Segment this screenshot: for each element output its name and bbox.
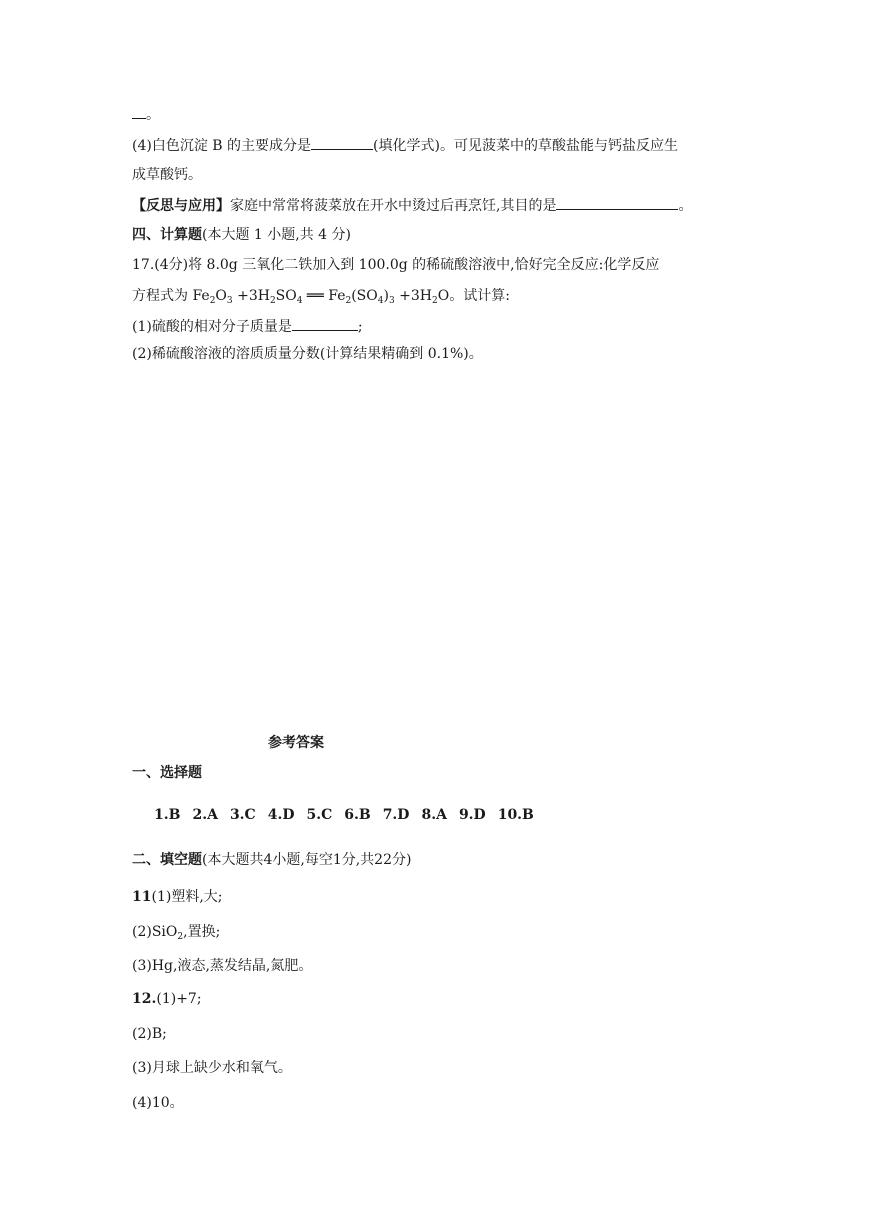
choice-answer: 5.C — [306, 807, 333, 823]
reflection-application: 【反思与应用】家庭中常常将菠菜放在开水中烫过后再烹饪,其目的是 。 — [132, 195, 692, 216]
section4-heading — [132, 225, 351, 245]
choice-answers — [154, 805, 546, 825]
q17-sub1: (1)硫酸的相对分子质量是 ; — [132, 316, 363, 337]
answer-11-line3: (3)Hg,液态,蒸发结晶,氮肥。 — [132, 958, 313, 974]
q16-part4: (4)白色沉淀 B 的主要成分是 (填化学式)。可见菠菜中的草酸盐能与钙盐反应生 — [132, 135, 678, 156]
answer-11-line2: (2)SiO$_2$,置换; — [132, 924, 221, 942]
choice-answer: 6.B — [344, 807, 371, 823]
answer-11-line1: 11(1)塑料,大; — [132, 889, 223, 905]
previous-answer-tail: 。 — [132, 104, 160, 125]
chemical-equation: $Fe_2O_3 +3H_2SO_4$ ══ $Fe_2(SO_4)_3 +3H_2O$ — [192, 288, 450, 306]
choice-answer: 4.D — [267, 807, 295, 823]
answer-blank — [292, 316, 358, 331]
answer-part2-note: (本大题共4小题,每空1分,共22分) — [202, 852, 412, 868]
choice-answer: 10.B — [497, 807, 534, 823]
section4-note: (本大题 1 小题,共 4 分) — [202, 227, 351, 243]
choice-answer: 2.A — [192, 807, 218, 823]
q16-part4-continuation: 成草酸钙。 — [132, 167, 202, 183]
answer-part1-title: 一、选择题 — [132, 765, 202, 781]
choice-answer: 1.B — [154, 807, 181, 823]
q17-sub2: (2)稀硫酸溶液的溶质质量分数(计算结果精确到 0.1%)。 — [132, 346, 483, 362]
answer-title: 参考答案 — [268, 735, 324, 751]
q17-equation-line: 方程式为 $Fe_2O_3 +3H_2SO_4$ ══ $Fe_2(SO_4)_3 +3H_2O$。试计算: — [132, 288, 510, 306]
choice-answer: 9.D — [458, 807, 486, 823]
answer-12-line1: 12.(1)+7; — [132, 991, 202, 1007]
q17-line1: 17.(4分)将 8.0g 三氧化二铁加入到 100.0g 的稀硫酸溶液中,恰好完全反应:化学反应 — [132, 257, 660, 273]
section4-title: 四、计算题 — [132, 227, 202, 243]
answer-12-line2: (2)B; — [132, 1026, 167, 1042]
choice-answer: 8.A — [421, 807, 447, 823]
answer-12-line3: (3)月球上缺少水和氧气。 — [132, 1060, 292, 1076]
answer-blank — [556, 195, 678, 210]
answer-part2-title: 二、填空题 — [132, 852, 202, 868]
reflection-label: 【反思与应用】 — [132, 198, 230, 214]
answer-blank — [132, 104, 146, 119]
answer-part2-heading — [132, 850, 411, 870]
answer-12-line4: (4)10。 — [132, 1095, 184, 1111]
choice-answer: 3.C — [229, 807, 256, 823]
answer-blank — [311, 135, 373, 150]
choice-answer: 7.D — [382, 807, 410, 823]
